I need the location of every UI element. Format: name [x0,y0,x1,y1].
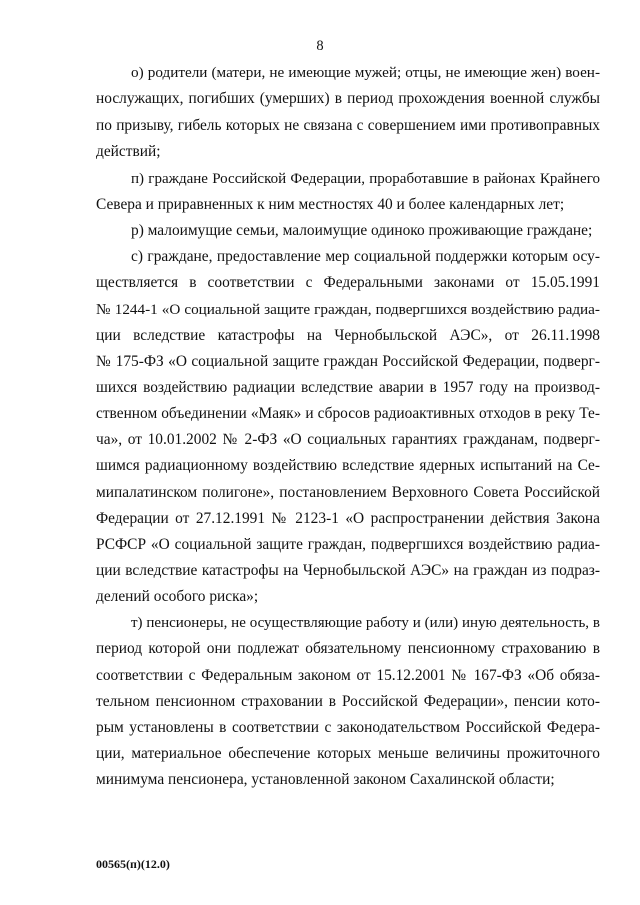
text-line: Федерации от 27.12.1991 № 2123-1 «О распространении действия Закона [96,510,600,527]
text-line: тельном пенсионном страховании в Российской Федерации», пенсии кото- [96,693,600,710]
text-line: действий; [96,143,161,160]
text-line: РСФСР «О социальной защите граждан, подвергшихся воздействию радиа- [96,536,600,553]
text-line: шихся воздействию радиации вследствие аварии в 1957 году на производ- [96,379,600,396]
text-line: делений особого риска»; [96,588,259,605]
document-code: 00565(п)(12.0) [96,857,170,871]
text-line: ции, материальное обеспечение которых меньше величины прожиточного [96,745,600,762]
text-line: мипалатинском полигоне», постановлением Верховного Совета Российской [96,484,600,501]
text-line: № 1244-1 «О социальной защите граждан, подвергшихся воздействию радиа- [96,301,600,318]
text-line: ции вследствие катастрофы на Чернобыльской АЭС», от 26.11.1998 [96,327,600,344]
text-line: о) родители (матери, не имеющие мужей; отцы, не имеющие жен) воен- [131,64,600,81]
text-line: ча», от 10.01.2002 № 2-ФЗ «О социальных гарантиях гражданам, подверг- [96,431,600,448]
text-line: соответствии с Федеральным законом от 15.12.2001 № 167-ФЗ «Об обяза- [96,667,600,684]
text-line: ственном объединении «Маяк» и сбросов радиоактивных отходов в реку Те- [96,405,600,422]
text-line: период которой они подлежат обязательному пенсионному страхованию в [96,640,600,657]
page-number: 8 [316,38,324,54]
text-line: ции вследствие катастрофы на Чернобыльской АЭС» на граждан из подраз- [96,562,600,579]
text-line: рым установлены в соответствии с законодательством Российской Федера- [96,719,600,736]
text-line: № 175-ФЗ «О социальной защите граждан Российской Федерации, подверг- [96,353,600,370]
text-line: по призыву, гибель которых не связана с совершением ими противоправных [96,117,600,134]
text-line: с) граждане, предоставление мер социальной поддержки которым осу- [131,248,600,265]
text-line: ществляется в соответствии с Федеральными законами от 15.05.1991 [96,274,600,291]
text-line: р) малоимущие семьи, малоимущие одиноко проживающие граждане; [131,222,593,239]
text-line: минимума пенсионера, установленной законом Сахалинской области; [96,771,555,788]
text-line: шимся радиационному воздействию вследствие ядерных испытаний на Се- [96,457,600,474]
text-line: п) граждане Российской Федерации, проработавшие в районах Крайнего [131,171,600,187]
text-line: нослужащих, погибших (умерших) в период прохождения военной службы [96,90,600,107]
text-line: т) пенсионеры, не осуществляющие работу и (или) иную деятельность, в [131,615,600,631]
text-line: Севера и приравненных к ним местностях 40 и более календарных лет; [96,196,565,213]
